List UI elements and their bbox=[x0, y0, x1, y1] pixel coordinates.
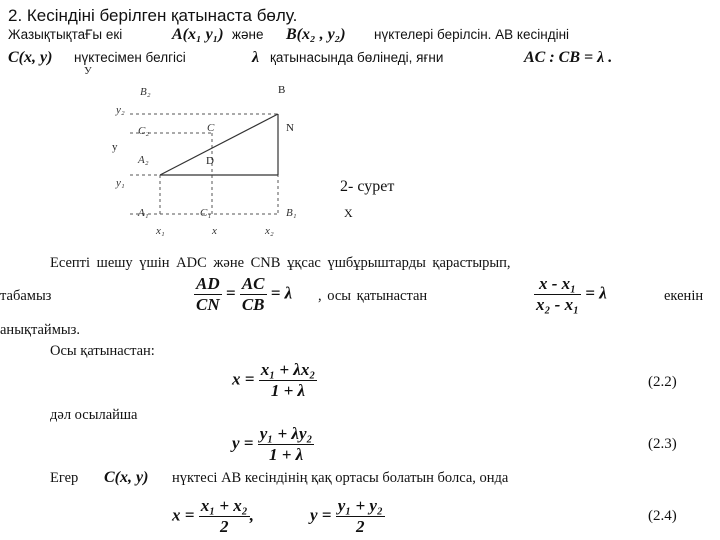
formula-midpoint-y: y = $\frac{\text{y₁ + y₂}}{2}$ bbox=[310, 496, 383, 536]
axis-y-label: У bbox=[84, 65, 92, 77]
intro-text-1b: және bbox=[232, 27, 264, 42]
paragraph-1-line1: Есепті шешу үшін ADC және CNB ұқсас үшбұрыштарды қарастырып, bbox=[50, 255, 511, 271]
axis-x-label: Х bbox=[344, 206, 353, 220]
label-C: C bbox=[207, 122, 215, 134]
figure-caption: 2- сурет bbox=[340, 178, 395, 195]
point-B-math: B(x₂ , y₂) bbox=[286, 26, 346, 43]
point-C-math: C(x, y) bbox=[8, 49, 53, 66]
formula-y: y = $\frac{\text{y₁ + λy₂}}{1 + \lambda}$ bbox=[232, 424, 313, 464]
label-y2: y₂ bbox=[116, 104, 125, 116]
label-x: x bbox=[212, 225, 217, 237]
label-C2: C₂ bbox=[138, 125, 150, 137]
point-C-math-2: C(x, y) bbox=[104, 469, 149, 486]
point-B-label: B bbox=[278, 84, 286, 96]
label-C1: C₁ bbox=[200, 207, 212, 219]
intro-text-1c: нүктелері берілсін. AB кесіндіні bbox=[374, 27, 570, 42]
ratio-formula-2: $\frac{\text{x - x₁}}{\text{x₂ - x₁}}$ = λ bbox=[536, 274, 607, 314]
axis-y2-label: у bbox=[112, 141, 118, 153]
lambda-symbol: λ bbox=[252, 49, 260, 66]
paragraph-1-line2c: екенін bbox=[664, 288, 704, 304]
point-A-math: A(x₁ y₁) bbox=[172, 26, 224, 43]
paragraph-4b: нүктесі AB кесіндінің қақ ортасы болатын болса, онда bbox=[172, 470, 509, 486]
section-heading: 2. Кесіндіні берілген қатынаста бөлу. bbox=[8, 6, 298, 25]
paragraph-2: Осы қатынастан: bbox=[50, 343, 155, 359]
paragraph-1-line3: анықтаймыз. bbox=[0, 322, 80, 338]
label-y1: y₁ bbox=[116, 177, 125, 189]
paragraph-4a: Егер bbox=[50, 470, 79, 486]
paragraph-1-line2b: , осы қатынастан bbox=[318, 288, 428, 304]
label-x1: x₁ bbox=[156, 225, 165, 237]
equation-number-2-2: (2.2) bbox=[648, 374, 677, 390]
ratio-condition: AC : CB = λ . bbox=[524, 49, 613, 66]
paragraph-1-line2a: табамыз bbox=[0, 288, 52, 304]
equation-number-2-4: (2.4) bbox=[648, 508, 677, 524]
point-D-label: D bbox=[206, 155, 214, 167]
point-N-label: N bbox=[286, 122, 294, 134]
ratio-formula-1: $\frac{AD}{CN}$ = $\frac{AC}{CB}$ = λ bbox=[196, 274, 293, 314]
segment-AB bbox=[160, 114, 278, 175]
label-A2: A₂ bbox=[138, 154, 149, 166]
equation-number-2-3: (2.3) bbox=[648, 436, 677, 452]
paragraph-3: дәл осылайша bbox=[50, 407, 138, 423]
label-B1: B₁ bbox=[286, 207, 297, 219]
intro-text-2b: қатынасында бөлінеді, яғни bbox=[270, 50, 444, 65]
formula-x: x = $\frac{\text{x₁ + λx₂}}{1 + \lambda}$ bbox=[232, 360, 316, 400]
label-B2: B₂ bbox=[140, 86, 151, 98]
label-x2: x₂ bbox=[265, 225, 274, 237]
intro-text-1a: ЖазықтықтаҒы екі bbox=[8, 27, 123, 42]
label-A1: A₁ bbox=[138, 207, 149, 219]
formula-midpoint-x: x = $\frac{\text{x₁ + x₂}}{2}$ , bbox=[172, 496, 254, 536]
intro-text-2a: нүктесімен белгісі bbox=[74, 50, 186, 65]
